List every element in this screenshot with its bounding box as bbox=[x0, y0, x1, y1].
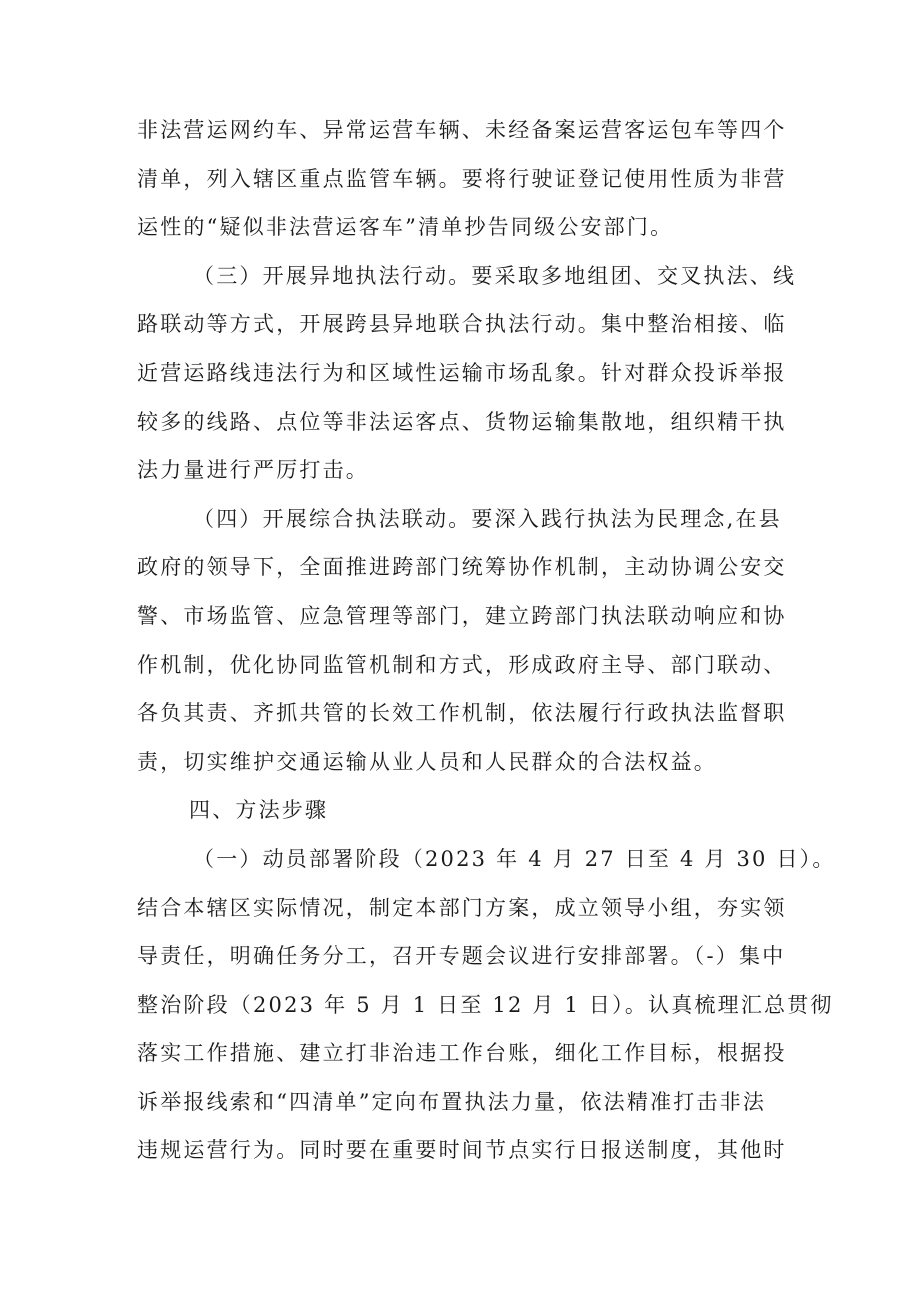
text-line: 非法营运网约车、异常运营车辆、未经备案运营客运包车等四个 bbox=[137, 118, 787, 142]
paragraph-start-line: （四）开展综合执法联动。要深入践行执法为民理念,在县 bbox=[193, 506, 782, 531]
text-line: 法力量进行严厉打击。 bbox=[137, 458, 369, 483]
text-line: 责，切实维护交通运输从业人员和人民群众的合法权益。 bbox=[137, 749, 717, 774]
text-line: 近营运路线违法行为和区域性运输市场乱象。针对群众投诉举报 bbox=[137, 360, 787, 385]
text-line: 落实工作措施、建立打非治违工作台账，细化工作目标，根据投 bbox=[137, 1041, 787, 1066]
text-line: 违规运营行为。同时要在重要时间节点实行日报送制度，其他时 bbox=[137, 1138, 787, 1163]
text-line: 结合本辖区实际情况，制定本部门方案，成立领导小组，夯实领 bbox=[137, 895, 787, 920]
text-line: 各负其责、齐抓共管的长效工作机制，依法履行行政执法监督职 bbox=[137, 701, 787, 726]
text-line: 整治阶段（2023 年 5 月 1 日至 12 月 1 日）。认真梳理汇总贯彻 bbox=[137, 992, 834, 1017]
text-line: 导责任，明确任务分工，召开专题会议进行安排部署。（-）集中 bbox=[137, 944, 786, 969]
paragraph-start-line: （一）动员部署阶段（2023 年 4 月 27 日至 4 月 30 日）。 bbox=[193, 846, 836, 871]
text-line: 较多的线路、点位等非法运客点、货物运输集散地，组织精干执 bbox=[137, 409, 787, 434]
document-body bbox=[137, 106, 836, 1175]
text-line: 警、市场监管、应急管理等部门，建立跨部门执法联动响应和协 bbox=[137, 603, 787, 628]
paragraph-start-line: （三）开展异地执法行动。要采取多地组团、交叉执法、线 bbox=[193, 263, 797, 288]
text-line: 诉举报线索和“四清单”定向布置执法力量，依法精准打击非法 bbox=[137, 1089, 767, 1114]
text-line: 清单，列入辖区重点监管车辆。要将行驶证登记使用性质为非营 bbox=[137, 166, 787, 191]
text-line: 路联动等方式，开展跨县异地联合执法行动。集中整治相接、临 bbox=[137, 312, 787, 337]
section-heading: 四、方法步骤 bbox=[189, 798, 329, 823]
text-line: 政府的领导下，全面推进跨部门统筹协作机制，主动协调公安交 bbox=[137, 555, 787, 580]
text-line: 运性的“疑似非法营运客车”清单抄告同级公安部门。 bbox=[137, 215, 674, 240]
text-line: 作机制，优化协同监管机制和方式，形成政府主导、部门联动、 bbox=[137, 652, 787, 677]
